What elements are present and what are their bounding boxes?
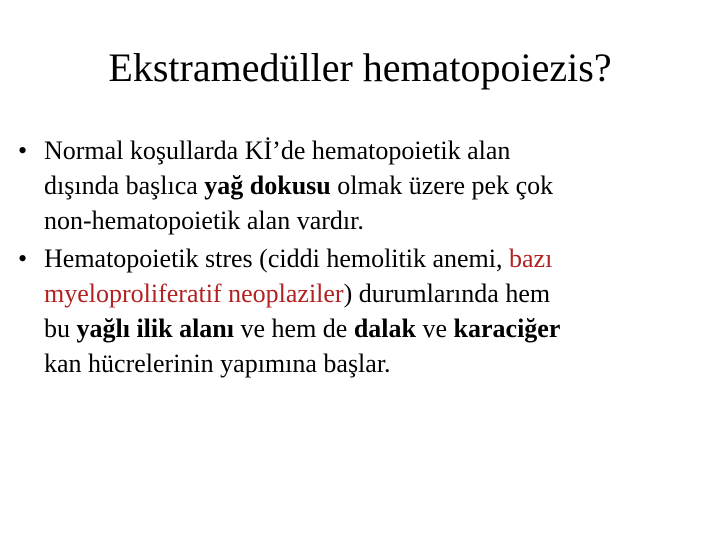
- slide-title: Ekstramedüller hematopoiezis?: [108, 45, 612, 90]
- slide-body: [18, 133, 708, 384]
- text-run: Normal koşullarda Kİ’de hematopoietik alan: [44, 136, 511, 165]
- bullet-item-1: [18, 133, 708, 238]
- bullet-1-line-1: [44, 133, 708, 168]
- bullet-item-2: [18, 241, 708, 381]
- bullet-2-line-2: [44, 276, 708, 311]
- bullet-marker: •: [18, 244, 28, 273]
- emphasis-fat-tissue: yağ dokusu: [204, 171, 331, 200]
- bullet-1-line-3: [44, 203, 708, 238]
- text-run: bu: [44, 314, 77, 343]
- bullet-2-line-3: [44, 311, 708, 346]
- text-run: ) durumlarında hem: [343, 279, 551, 308]
- emphasis-spleen: dalak: [353, 314, 416, 343]
- text-run: kan hücrelerinin yapımına başlar.: [44, 349, 391, 378]
- text-run: ve hem de: [234, 314, 354, 343]
- text-run: ve: [416, 314, 454, 343]
- bullet-1-line-2: [44, 168, 708, 203]
- highlight-myeloproliferative: myeloproliferatif neoplaziler: [44, 279, 344, 308]
- highlight-some: bazı: [509, 244, 553, 273]
- emphasis-fatty-marrow: yağlı ilik alanı: [76, 314, 234, 343]
- bullet-2-line-4: [44, 346, 708, 381]
- text-run: non-hematopoietik alan vardır.: [44, 206, 364, 235]
- text-run: olmak üzere pek çok: [330, 171, 554, 200]
- text-run: Hematopoietik stres (ciddi hemolitik anemi,: [44, 244, 510, 273]
- bullet-marker: •: [18, 136, 28, 165]
- bullet-2-line-1: [44, 241, 708, 276]
- emphasis-liver: karaciğer: [453, 314, 561, 343]
- text-run: dışında başlıca: [44, 171, 205, 200]
